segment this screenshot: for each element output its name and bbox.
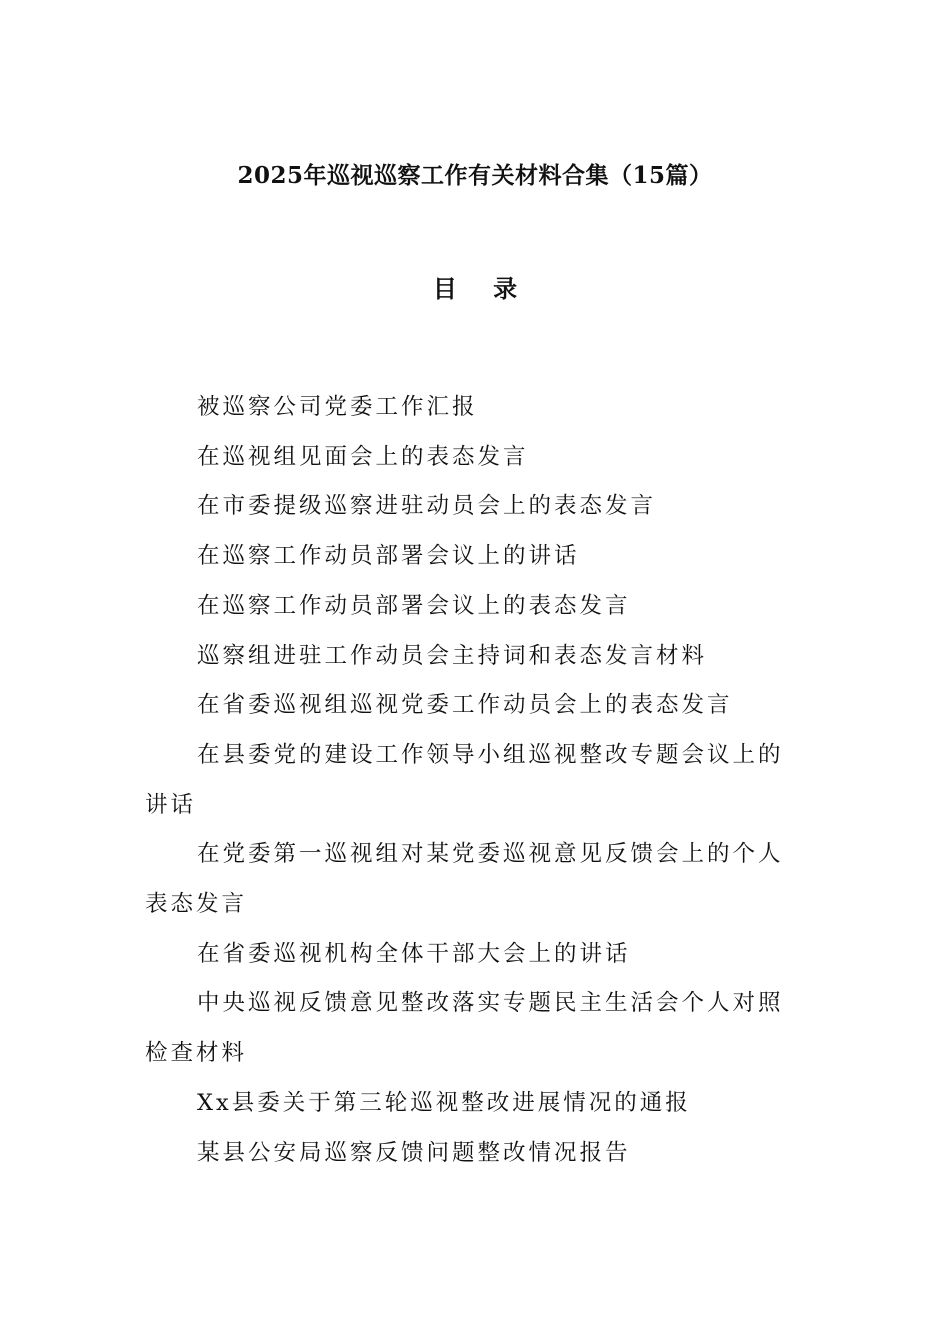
table-of-contents bbox=[145, 383, 807, 1178]
toc-item[interactable]: 在县委党的建设工作领导小组巡视整改专题会议上的讲话 bbox=[145, 741, 784, 818]
toc-item[interactable]: 在党委第一巡视组对某党委巡视意见反馈会上的个人表态发言 bbox=[145, 841, 784, 918]
toc-item[interactable]: 在巡视组见面会上的表态发言 bbox=[197, 443, 529, 470]
toc-item[interactable]: 在省委巡视组巡视党委工作动员会上的表态发言 bbox=[197, 692, 733, 719]
toc-item[interactable]: 在省委巡视机构全体干部大会上的讲话 bbox=[197, 940, 631, 967]
toc-heading: 目 录 bbox=[432, 274, 532, 303]
toc-item[interactable]: 巡察组进驻工作动员会主持词和表态发言材料 bbox=[197, 642, 708, 669]
document-title: 2025年巡视巡察工作有关材料合集（15篇） bbox=[237, 162, 713, 189]
toc-item[interactable]: 在巡察工作动员部署会议上的讲话 bbox=[197, 543, 580, 570]
toc-item[interactable]: 某县公安局巡察反馈问题整改情况报告 bbox=[197, 1139, 631, 1166]
toc-item[interactable]: 在市委提级巡察进驻动员会上的表态发言 bbox=[197, 493, 657, 520]
toc-item[interactable]: Xx县委关于第三轮巡视整改进展情况的通报 bbox=[197, 1089, 691, 1116]
toc-item[interactable]: 中央巡视反馈意见整改落实专题民主生活会个人对照检查材料 bbox=[145, 990, 784, 1067]
toc-item[interactable]: 被巡察公司党委工作汇报 bbox=[197, 394, 478, 420]
toc-item[interactable]: 在巡察工作动员部署会议上的表态发言 bbox=[197, 592, 631, 619]
